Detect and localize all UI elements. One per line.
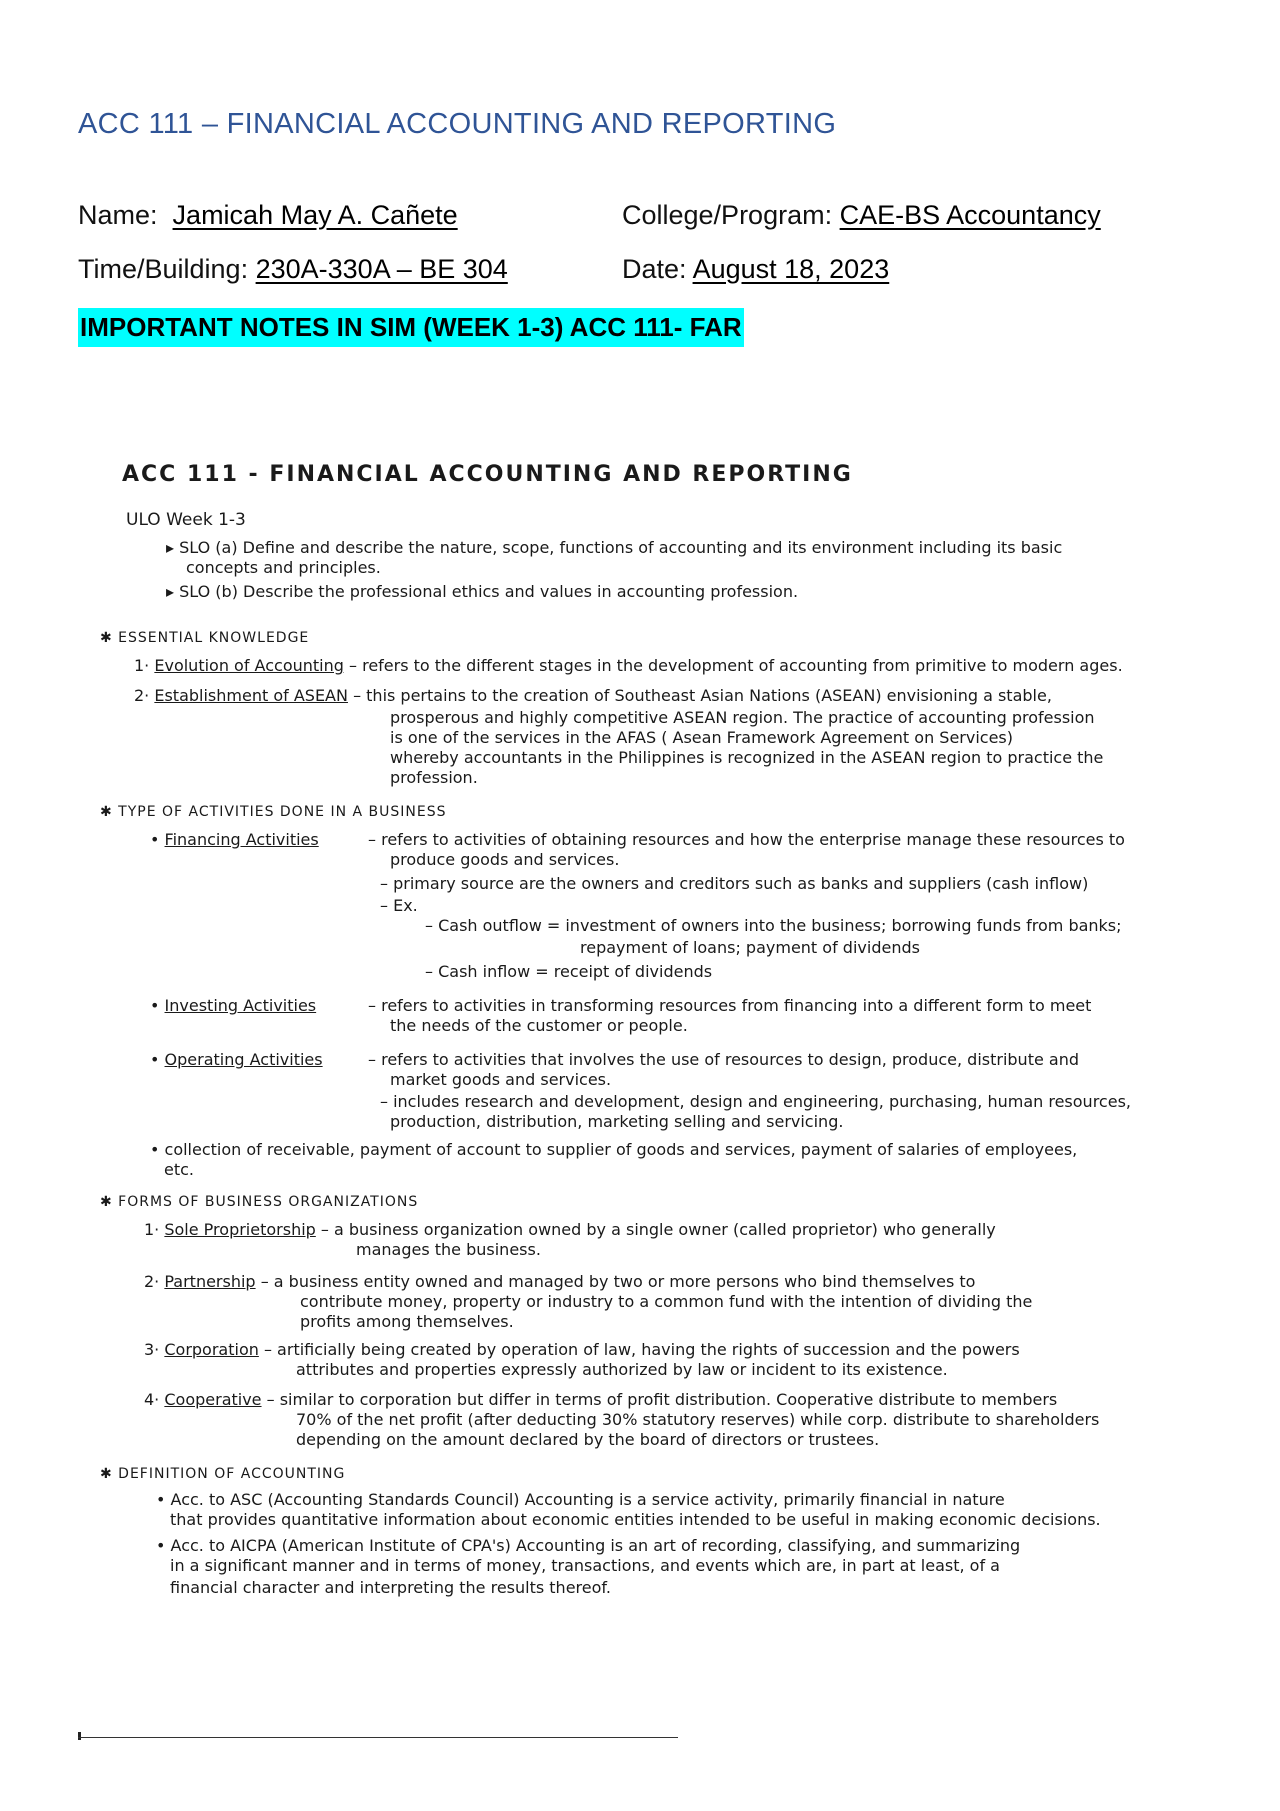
ek2-cont-3: whereby accountants in the Philippines is recognized in the ASEAN region to practice the [390, 748, 1104, 767]
forms-heading: ✱ FORMS OF BUSINESS ORGANIZATIONS [100, 1194, 419, 1210]
form2-number: 2· [144, 1272, 160, 1291]
financing-def-7: – Cash inflow = receipt of dividends [425, 962, 713, 981]
activities-heading: ✱ TYPE OF ACTIVITIES DONE IN A BUSINESS [100, 804, 447, 820]
ek2-line [134, 686, 1052, 706]
form4-cont-2: depending on the amount declared by the board of directors or trustees. [296, 1430, 880, 1449]
operating-def-1: – refers to activities that involves the use of resources to design, produce, distribute and [368, 1050, 1079, 1069]
form2-term: Partnership [164, 1272, 256, 1291]
ek2-term: Establishment of ASEAN [154, 686, 348, 705]
form2-cont-1: contribute money, property or industry to a common fund with the intention of dividing the [300, 1292, 1033, 1311]
form1-number: 1· [144, 1220, 160, 1239]
definition-heading: ✱ DEFINITION OF ACCOUNTING [100, 1466, 346, 1482]
form4-line [144, 1390, 1057, 1410]
scan-edge-mark [78, 1732, 81, 1740]
date-label: Date: [622, 254, 687, 284]
investing-term-text: Investing Activities [164, 996, 317, 1015]
ulo-line: ULO Week 1-3 [126, 510, 246, 530]
financing-def-1: – refers to activities of obtaining resources and how the enterprise manage these resources to [368, 830, 1125, 849]
operating-def-2: market goods and services. [390, 1070, 612, 1089]
financing-def-6: repayment of loans; payment of dividends [580, 938, 920, 957]
form3-def: – artificially being created by operation of law, having the rights of succession and the powers [263, 1340, 1020, 1359]
ek2-cont-4: profession. [390, 768, 478, 787]
form1-term: Sole Proprietorship [164, 1220, 316, 1239]
slo-a-cont: concepts and principles. [186, 558, 381, 577]
date-row [622, 254, 889, 285]
form1-cont: manages the business. [356, 1240, 541, 1259]
slo-a-line: ▸ SLO (a) Define and describe the nature, scope, functions of accounting and its environment including its basic [166, 538, 1063, 557]
collection-cont: etc. [164, 1160, 194, 1179]
document-title: ACC 111 – FINANCIAL ACCOUNTING AND REPORTING [78, 108, 837, 140]
time-row [78, 254, 508, 285]
date-value: August 18, 2023 [692, 254, 890, 284]
slo-b-line: ▸ SLO (b) Describe the professional ethics and values in accounting profession. [166, 582, 799, 601]
time-label: Time/Building: [78, 254, 249, 284]
ek1-definition: – refers to the different stages in the development of accounting from primitive to modern ages. [349, 656, 1123, 675]
financing-def-5: – Cash outflow = investment of owners into the business; borrowing funds from banks; [425, 916, 1122, 935]
form3-term: Corporation [164, 1340, 259, 1359]
ek1-number: 1· [134, 656, 150, 675]
form4-def: – similar to corporation but differ in terms of profit distribution. Cooperative distribute to members [266, 1390, 1058, 1409]
essential-knowledge-heading: ✱ ESSENTIAL KNOWLEDGE [100, 630, 310, 646]
definition-2b: in a significant manner and in terms of money, transactions, and events which are, in part at least, of a [170, 1556, 1000, 1575]
definition-1a: • Acc. to ASC (Accounting Standards Council) Accounting is a service activity, primarily financial in nature [156, 1490, 1005, 1509]
scanned-notes [100, 450, 1200, 1740]
ek2-cont-2: is one of the services in the AFAS ( Asean Framework Agreement on Services) [390, 728, 1014, 747]
form4-number: 4· [144, 1390, 160, 1409]
college-row [622, 200, 1101, 231]
investing-def-2: the needs of the customer or people. [390, 1016, 688, 1035]
notes-title: ACC 111 - FINANCIAL ACCOUNTING AND REPORTING [122, 462, 853, 487]
collection-line: • collection of receivable, payment of account to supplier of goods and services, payment of salaries of employees, [150, 1140, 1078, 1159]
financing-term-text: Financing Activities [164, 830, 319, 849]
definition-2c: financial character and interpreting the results thereof. [170, 1578, 611, 1597]
operating-term-text: Operating Activities [164, 1050, 323, 1069]
financing-term: • Financing Activities [150, 830, 319, 849]
ek2-number: 2· [134, 686, 150, 705]
form3-line [144, 1340, 1020, 1360]
definition-1b: that provides quantitative information about economic entities intended to be useful in making economic decisions. [170, 1510, 1101, 1529]
form3-cont: attributes and properties expressly authorized by law or incident to its existence. [296, 1360, 948, 1379]
form3-number: 3· [144, 1340, 160, 1359]
form1-line [144, 1220, 996, 1240]
investing-def-1: – refers to activities in transforming resources from financing into a different form to meet [368, 996, 1092, 1015]
time-value: 230A-330A – BE 304 [255, 254, 508, 284]
name-label: Name: [78, 200, 158, 230]
operating-def-4: production, distribution, marketing selling and servicing. [390, 1112, 844, 1131]
name-value: Jamicah May A. Cañete [172, 200, 458, 230]
operating-def-3: – includes research and development, design and engineering, purchasing, human resources, [380, 1092, 1131, 1111]
highlighted-heading: IMPORTANT NOTES IN SIM (WEEK 1-3) ACC 111- FAR [78, 308, 744, 347]
name-row [78, 200, 458, 231]
college-label: College/Program: [622, 200, 833, 230]
investing-term: • Investing Activities [150, 996, 317, 1015]
form1-def: – a business organization owned by a single owner (called proprietor) who generally [320, 1220, 996, 1239]
form4-term: Cooperative [164, 1390, 262, 1409]
form4-cont-1: 70% of the net profit (after deducting 30% statutory reserves) while corp. distribute to shareholders [296, 1410, 1100, 1429]
operating-term: • Operating Activities [150, 1050, 323, 1069]
financing-def-4: – Ex. [380, 896, 418, 915]
form2-def: – a business entity owned and managed by two or more persons who bind themselves to [260, 1272, 976, 1291]
ek2-cont-1: prosperous and highly competitive ASEAN region. The practice of accounting profession [390, 708, 1095, 727]
scan-bottom-line [78, 1737, 678, 1738]
ek1-line [134, 656, 1123, 676]
ek2-definition: – this pertains to the creation of Southeast Asian Nations (ASEAN) envisioning a stable, [353, 686, 1052, 705]
form2-line [144, 1272, 975, 1292]
form2-cont-2: profits among themselves. [300, 1312, 514, 1331]
college-value: CAE-BS Accountancy [839, 200, 1101, 230]
ek1-term: Evolution of Accounting [154, 656, 344, 675]
financing-def-3: – primary source are the owners and creditors such as banks and suppliers (cash inflow) [380, 874, 1089, 893]
financing-def-2: produce goods and services. [390, 850, 620, 869]
definition-2a: • Acc. to AICPA (American Institute of CPA's) Accounting is an art of recording, classifying, and summarizing [156, 1536, 1021, 1555]
